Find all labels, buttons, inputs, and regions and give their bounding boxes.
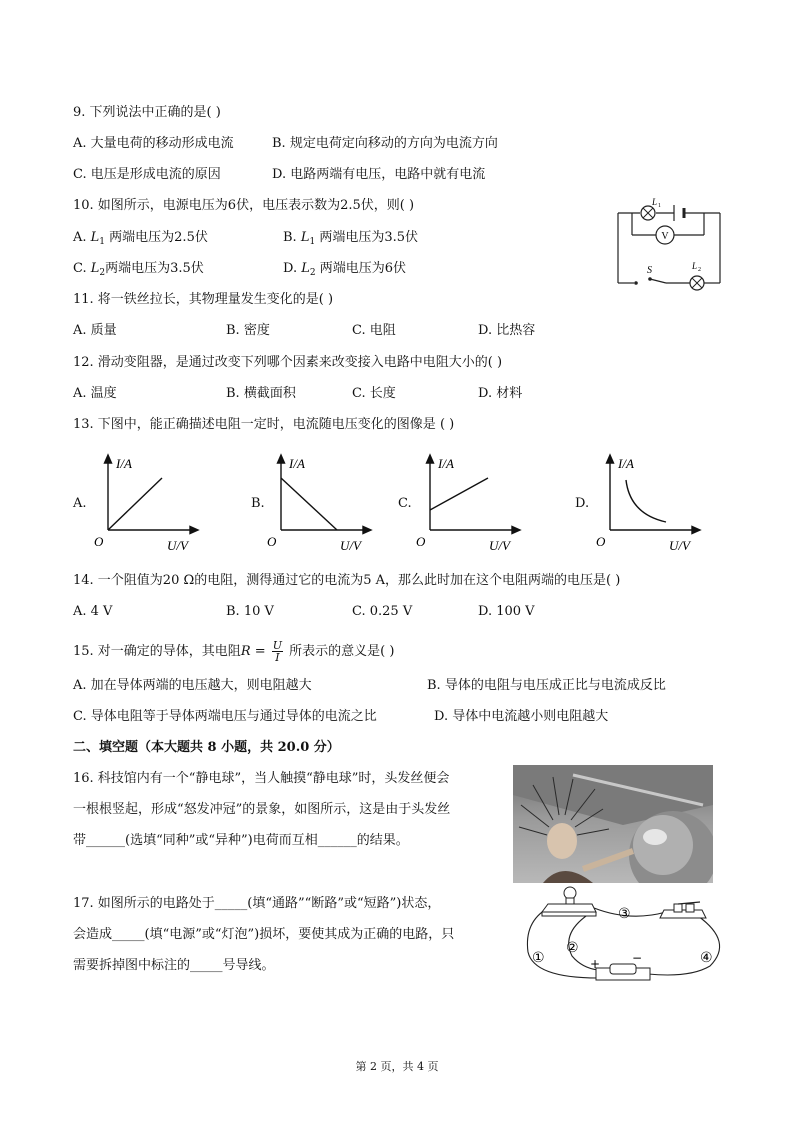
q10-option-b: B. $L_1$ 两端电压为3.5伏 [283,230,419,247]
q10-option-c: C. $L_2$两端电压为3.5伏 [73,261,204,278]
graph-a-ylabel: I/A [116,456,132,471]
q14-option-a: A. 4 V [73,604,113,619]
lamp-l1-icon [641,206,655,220]
q15-option-b: B. 导体的电阻与电压成正比与电流成反比 [427,678,666,693]
q16-line-1: 16. 科技馆内有一个“静电球”，当人触摸“静电球”时，头发丝便会 [73,771,450,786]
section-heading: 二、填空题（本大题共 8 小题，共 20.0 分） [73,740,340,755]
graph-d-origin: O [596,534,606,549]
wire-label-1: ① [532,950,545,966]
q17-line-2: 会造成_____(填“电源”或“灯泡”)损坏，要使其成为正确的电路，只 [73,927,455,942]
q9-option-d: D. 电路两端有电压，电路中就有电流 [272,167,486,182]
q10-stem: 10. 如图所示，电源电压为6伏，电压表示数为2.5伏，则( ) [73,198,415,213]
q14-option-d: D. 100 V [478,604,535,619]
graph-c-xlabel: U/V [489,538,510,553]
graph-c [414,452,524,554]
l2-subscript: 2 [698,267,701,273]
battery-minus: − [632,951,643,965]
l1-subscript: 1 [658,203,661,209]
q9-stem: 9. 下列说法中正确的是( ) [73,105,221,120]
q10-option-d: D. $L_2$ 两端电压为6伏 [283,261,407,278]
q15-stem: 15. 对一确定的导体，其电阻R = $\frac{U}{I}$ 所表示的意义是( ) [73,639,395,664]
graph-d [594,452,704,554]
switch-label: S [647,265,652,276]
bulb-holder-icon [542,887,596,916]
wire-4 [648,916,720,975]
graph-d-curve [626,480,666,522]
graph-c-origin: O [416,534,426,549]
q13-stem: 13. 下图中，能正确描述电阻一定时，电流随电压变化的图像是 ( ) [73,417,455,432]
q15-option-d: D. 导体中电流越小则电阻越大 [434,709,609,724]
q15-fraction: $\frac{U}{I}$ [272,639,283,664]
q9-option-a: A. 大量电荷的移动形成电流 [73,136,234,151]
l2-label: L [692,261,698,271]
q16-line-3: 带______(选填“同种”或“异种”)电荷而互相______的结果。 [73,833,409,848]
q12-option-b: B. 横截面积 [226,386,296,401]
graph-b [265,452,375,554]
q14-option-b: B. 10 V [226,604,274,619]
graph-c-ylabel: I/A [438,456,454,471]
graph-a-origin: O [94,534,104,549]
q11-stem: 11. 将一铁丝拉长，其物理量发生变化的是( ) [73,292,334,307]
q17-circuit-drawing [520,882,734,984]
q11-option-c: C. 电阻 [352,323,396,338]
wire-label-2: ② [566,940,579,956]
graph-b-line [281,478,337,530]
q12-option-c: C. 长度 [352,386,396,401]
graph-b-ylabel: I/A [289,456,305,471]
graph-b-xlabel: U/V [340,538,361,553]
wire-label-4: ④ [700,950,713,966]
switch-knife-icon [660,902,706,918]
graph-a-letter: A. [73,496,87,511]
q10-circuit-diagram [612,193,732,293]
battery-plus: + [590,957,601,971]
graph-c-letter: C. [398,496,412,511]
graph-d-ylabel: I/A [618,456,634,471]
battery-icon [674,205,684,221]
lamp-l2-icon [690,276,704,290]
q15-option-a: A. 加在导体两端的电压越大，则电阻越大 [73,678,312,693]
page-footer: 第 2 页，共 4 页 [355,1060,439,1073]
graph-c-line [430,478,488,510]
graph-d-xlabel: U/V [669,538,690,553]
graph-d-letter: D. [575,496,590,511]
q15-formula-lhs: R = [240,644,270,659]
wire-label-3: ③ [618,906,631,922]
q14-stem: 14. 一个阻值为20 Ω的电阻，测得通过它的电流为5 A，那么此时加在这个电阻两端的电压是( ) [73,573,621,588]
q14-option-c: C. 0.25 V [352,604,413,619]
battery-holder-icon [596,964,650,980]
q9-option-b: B. 规定电荷定向移动的方向为电流方向 [272,136,498,151]
q11-option-d: D. 比热容 [478,323,536,338]
static-ball-photo [513,765,713,883]
graph-b-origin: O [267,534,277,549]
q17-line-3: 需要拆掉图中标注的_____号导线。 [73,958,275,973]
q9-option-c: C. 电压是形成电流的原因 [73,167,221,182]
graph-a-xlabel: U/V [167,538,188,553]
voltmeter-label: V [661,231,669,242]
q11-option-b: B. 密度 [226,323,270,338]
q11-option-a: A. 质量 [73,323,117,338]
graph-a [92,452,202,554]
q17-line-1: 17. 如图所示的电路处于_____(填“通路”“断路”或“短路”)状态， [73,896,441,911]
graph-b-letter: B. [251,496,265,511]
q10-option-a: A. $L_1$ 两端电压为2.5伏 [73,230,208,247]
q12-option-d: D. 材料 [478,386,523,401]
q15-option-c: C. 导体电阻等于导体两端电压与通过导体的电流之比 [73,709,377,724]
q16-line-2: 一根根竖起，形成“怒发冲冠”的景象，如图所示，这是由于头发丝 [73,802,451,817]
q12-option-a: A. 温度 [73,386,117,401]
q12-stem: 12. 滑动变阻器，是通过改变下列哪个因素来改变接入电路中电阻大小的( ) [73,355,503,370]
graph-a-line [108,478,162,530]
l1-label: L [652,197,658,207]
